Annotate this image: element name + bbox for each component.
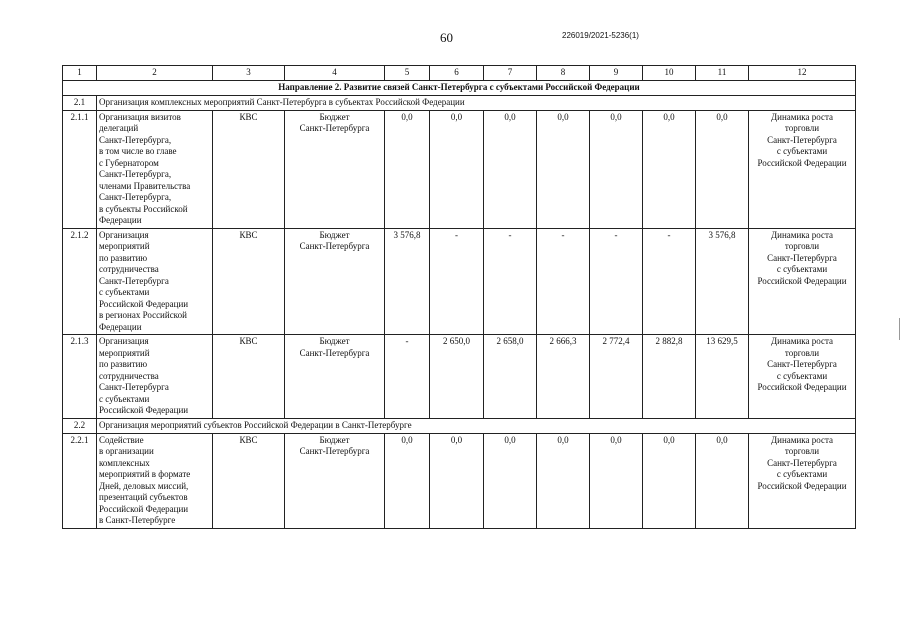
item-name-line: сотрудничества: [99, 370, 159, 381]
item-name-line: Дней, деловых миссий,: [99, 480, 189, 491]
expected-result: [749, 433, 856, 528]
item-name-line: Федерации: [99, 321, 142, 332]
expected-result-line: торговли: [784, 446, 820, 456]
funding-value-col-10: -: [643, 228, 696, 335]
funding-value-col-5: -: [385, 335, 430, 419]
item-name-line: Санкт-Петербурга,: [99, 134, 172, 145]
funding-value-col-8: 0,0: [537, 110, 590, 228]
table-row: [63, 433, 856, 528]
item-name-line: Санкт-Петербурга,: [99, 192, 172, 202]
expected-result-line: Санкт-Петербурга: [767, 457, 837, 468]
funding-value-col-6: 2 650,0: [430, 335, 484, 419]
funding-source-line: Санкт-Петербурга: [299, 123, 370, 133]
column-header-11: 11: [696, 66, 749, 81]
funding-value-col-11: 13 629,5: [696, 335, 749, 419]
subsection-number: 2.2: [63, 418, 97, 433]
column-header-8: 8: [537, 66, 590, 81]
funding-value-col-11: 3 576,8: [696, 228, 749, 335]
item-number: 2.2.1: [63, 433, 97, 528]
item-name-line: Содействие: [99, 434, 144, 445]
funding-value-col-9: 2 772,4: [590, 335, 643, 419]
funding-source-line: Санкт-Петербурга: [299, 241, 370, 251]
subsection-row: [63, 418, 856, 433]
expected-result-line: с субъектами: [776, 264, 828, 274]
subsection-title: Организация комплексных мероприятий Санкт-Петербурга в субъектах Российской Федерации: [97, 95, 856, 110]
item-number: 2.1.2: [63, 228, 97, 335]
expected-result-line: торговли: [784, 347, 820, 358]
table-row: [63, 228, 856, 335]
funding-source-line: Бюджет: [319, 434, 350, 445]
item-name-line: мероприятий: [99, 241, 150, 251]
funding-value-col-7: 0,0: [484, 433, 537, 528]
funding-value-col-7: 0,0: [484, 110, 537, 228]
item-name-line: с субъектами: [99, 393, 150, 404]
funding-value-col-7: 2 658,0: [484, 335, 537, 419]
funding-value-col-5: 3 576,8: [385, 228, 430, 335]
item-name-line: в том числе во главе: [99, 146, 177, 156]
item-name-line: в Санкт-Петербурге: [99, 515, 176, 525]
column-header-9: 9: [590, 66, 643, 81]
funding-value-col-5: 0,0: [385, 433, 430, 528]
subsection-row: [63, 95, 856, 110]
funding-value-col-8: 2 666,3: [537, 335, 590, 419]
funding-value-col-11: 0,0: [696, 110, 749, 228]
column-header-10: 10: [643, 66, 696, 81]
expected-result: [749, 110, 856, 228]
expected-result-line: Динамика роста: [770, 336, 833, 346]
expected-result-line: с субъектами: [776, 469, 828, 479]
item-name-line: делегаций: [99, 123, 139, 133]
page-number: 60: [440, 30, 453, 45]
document-id: 226019/2021-5236(1): [562, 31, 639, 40]
item-name-line: в регионах Российской: [99, 310, 187, 320]
executor: КВС: [213, 110, 285, 228]
item-number: 2.1.3: [63, 335, 97, 419]
expected-result-line: Санкт-Петербурга: [767, 252, 837, 263]
item-name-line: по развитию: [99, 359, 148, 369]
expected-result-line: Динамика роста: [770, 434, 833, 445]
item-name: [97, 335, 213, 419]
item-name-line: в организации: [99, 446, 154, 456]
funding-value-col-8: 0,0: [537, 433, 590, 528]
item-name: [97, 110, 213, 228]
expected-result-line: Российской Федерации: [757, 275, 847, 286]
column-header-2: 2: [97, 66, 213, 81]
expected-result-line: Российской Федерации: [757, 382, 847, 392]
column-header-5: 5: [385, 66, 430, 81]
subsection-title: Организация мероприятий субъектов Российской Федерации в Санкт-Петербурге: [97, 418, 856, 433]
executor: КВС: [213, 433, 285, 528]
subsection-number: 2.1: [63, 95, 97, 110]
funding-value-col-8: -: [537, 228, 590, 335]
table-body: [63, 80, 856, 528]
executor: КВС: [213, 335, 285, 419]
expected-result: [749, 335, 856, 419]
item-name-line: в субъекты Российской: [99, 203, 188, 214]
table-header-row: [63, 66, 856, 81]
expected-result-line: с субъектами: [776, 370, 828, 381]
funding-source: [285, 335, 385, 419]
item-name-line: Организация: [99, 336, 149, 346]
column-header-7: 7: [484, 66, 537, 81]
funding-source: [285, 110, 385, 228]
item-number: 2.1.1: [63, 110, 97, 228]
funding-value-col-5: 0,0: [385, 110, 430, 228]
item-name-line: комплексных: [99, 457, 150, 468]
column-header-1: 1: [63, 66, 97, 81]
item-name-line: членами Правительства: [99, 180, 191, 191]
item-name-line: Организация визитов: [99, 111, 181, 122]
column-header-6: 6: [430, 66, 484, 81]
funding-value-col-9: 0,0: [590, 433, 643, 528]
funding-value-col-7: -: [484, 228, 537, 335]
table-row: [63, 110, 856, 228]
direction-title: Направление 2. Развитие связей Санкт-Петербурга с субъектами Российской Федерации: [63, 80, 856, 95]
item-name-line: с субъектами: [99, 287, 150, 297]
item-name-line: Санкт-Петербурга,: [99, 169, 172, 179]
column-header-3: 3: [213, 66, 285, 81]
item-name-line: сотрудничества: [99, 264, 159, 274]
funding-value-col-6: -: [430, 228, 484, 335]
item-name-line: презентаций субъектов: [99, 492, 188, 502]
funding-value-col-11: 0,0: [696, 433, 749, 528]
executor: КВС: [213, 228, 285, 335]
expected-result-line: торговли: [784, 123, 820, 133]
item-name: [97, 228, 213, 335]
expected-result-line: Санкт-Петербурга: [767, 359, 837, 369]
expected-result-line: Динамика роста: [770, 229, 833, 240]
expected-result-line: с субъектами: [776, 146, 828, 156]
item-name-line: Российской Федерации: [99, 405, 189, 415]
item-name-line: по развитию: [99, 252, 148, 263]
funding-source-line: Санкт-Петербурга: [299, 347, 370, 358]
expected-result-line: Санкт-Петербурга: [767, 134, 837, 145]
funding-value-col-9: 0,0: [590, 110, 643, 228]
expected-result-line: торговли: [784, 241, 820, 251]
funding-value-col-6: 0,0: [430, 433, 484, 528]
funding-source-line: Бюджет: [319, 336, 350, 346]
item-name-line: Федерации: [99, 215, 142, 225]
item-name-line: мероприятий: [99, 347, 150, 358]
column-header-4: 4: [285, 66, 385, 81]
direction-row: [63, 80, 856, 95]
item-name-line: мероприятий в формате: [99, 469, 191, 479]
funding-value-col-10: 0,0: [643, 110, 696, 228]
item-name: [97, 433, 213, 528]
scan-edge-mark: [899, 318, 900, 340]
funding-source: [285, 228, 385, 335]
funding-source: [285, 433, 385, 528]
expected-result-line: Российской Федерации: [757, 480, 847, 491]
expected-result: [749, 228, 856, 335]
table-row: [63, 335, 856, 419]
funding-value-col-9: -: [590, 228, 643, 335]
column-header-12: 12: [749, 66, 856, 81]
funding-value-col-6: 0,0: [430, 110, 484, 228]
item-name-line: Санкт-Петербурга: [99, 382, 169, 392]
item-name-line: с Губернатором: [99, 157, 159, 168]
funding-source-line: Санкт-Петербурга: [299, 446, 370, 456]
item-name-line: Санкт-Петербурга: [99, 275, 169, 286]
funding-source-line: Бюджет: [319, 229, 350, 240]
expected-result-line: Динамика роста: [770, 111, 833, 122]
program-table: [62, 65, 856, 529]
item-name-line: Организация: [99, 229, 149, 240]
funding-value-col-10: 0,0: [643, 433, 696, 528]
item-name-line: Российской Федерации: [99, 298, 189, 309]
funding-value-col-10: 2 882,8: [643, 335, 696, 419]
expected-result-line: Российской Федерации: [757, 157, 847, 168]
funding-source-line: Бюджет: [319, 111, 350, 122]
item-name-line: Российской Федерации: [99, 503, 189, 514]
